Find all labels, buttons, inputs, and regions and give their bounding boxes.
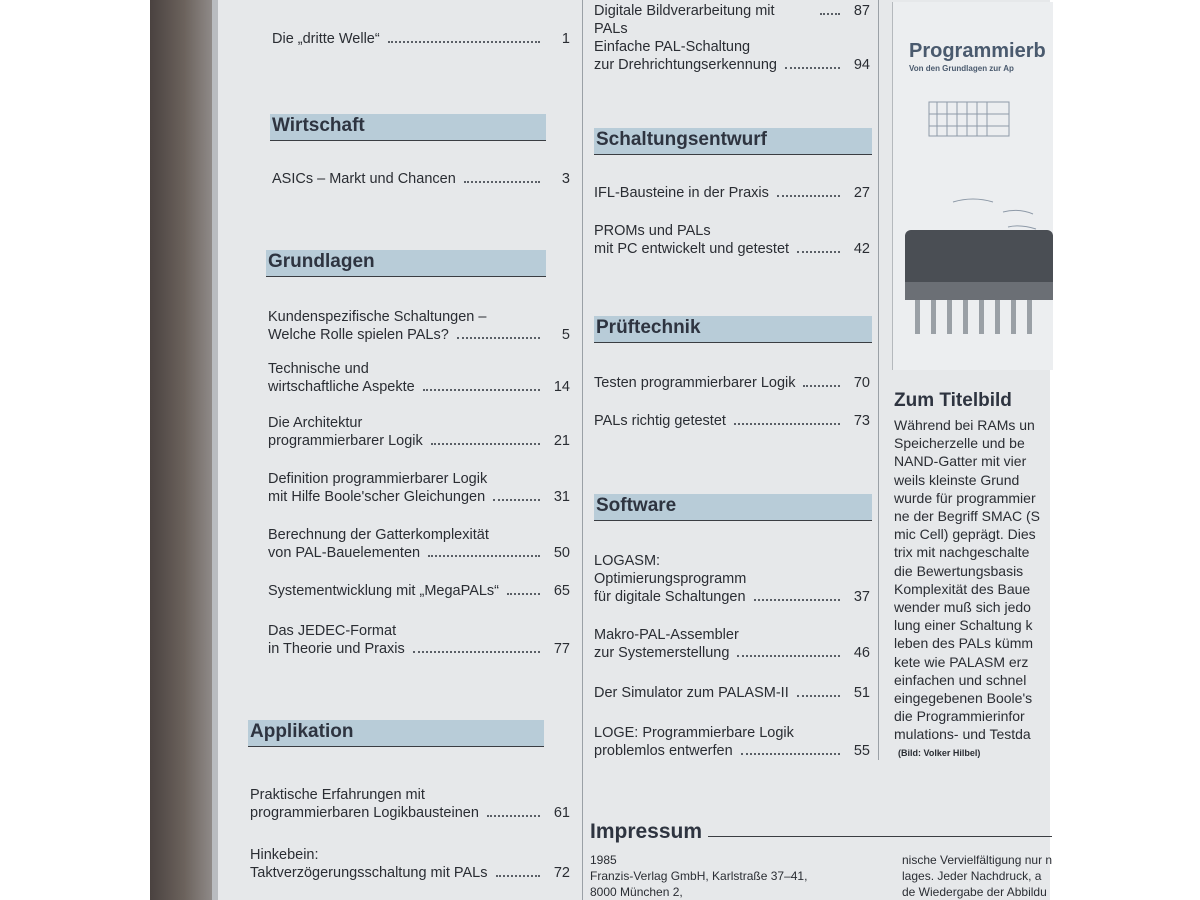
text-line: die Programmierinfor — [894, 708, 1025, 725]
toc-entry-last-line — [594, 240, 870, 258]
leader-dots — [431, 443, 540, 445]
toc-entry-title-line: LOGE: Programmierbare Logik — [594, 725, 794, 741]
text-line: kete wie PALASM erz — [894, 653, 1029, 670]
text-line: mulations- und Testda — [894, 726, 1031, 743]
cover-image-title: Programmierb — [909, 40, 1046, 62]
toc-entry[interactable] — [594, 374, 870, 392]
toc-page-number: 50 — [553, 545, 570, 561]
section-heading-label: Schaltungsentwurf — [596, 129, 768, 150]
toc-entry-last-line — [594, 644, 870, 662]
toc-entry-title-line: wirtschaftliche Aspekte — [268, 379, 415, 395]
toc-entry-title-line: in Theorie und Praxis — [268, 641, 405, 657]
toc-entry-last-line — [268, 378, 570, 396]
toc-page-number: 94 — [853, 57, 870, 73]
toc-page-number: 1 — [561, 31, 570, 47]
toc-entry-title-line: Welche Rolle spielen PALs? — [268, 327, 449, 343]
leader-dots — [493, 499, 540, 501]
toc-page-number: 27 — [853, 185, 870, 201]
toc-entry[interactable] — [594, 724, 870, 760]
impressum-rule — [708, 836, 1052, 837]
toc-entry-title-line: zur Drehrichtungserkennung — [594, 57, 777, 73]
toc-entry-title-line: problemlos entwerfen — [594, 743, 733, 759]
text-line: mic Cell) geprägt. Dies — [894, 526, 1036, 543]
toc-page-number: 73 — [853, 413, 870, 429]
toc-entry-last-line — [250, 864, 570, 882]
text-line: lung einer Schaltung k — [894, 617, 1033, 634]
toc-entry-last-line — [594, 412, 870, 430]
toc-entry-last-line — [594, 56, 870, 74]
text-line: 8000 München 2, — [590, 885, 683, 899]
text-line: wurde für programmier — [894, 489, 1036, 506]
toc-page-number: 31 — [553, 489, 570, 505]
leader-dots — [737, 655, 840, 657]
toc-entry-title-line: Definition programmierbarer Logik — [268, 471, 488, 487]
toc-entry-last-line — [594, 2, 870, 38]
toc-entry-title-line: von PAL-Bauelementen — [268, 545, 421, 561]
toc-entry-last-line — [268, 326, 570, 344]
toc-page-number: 5 — [561, 327, 570, 343]
leader-dots — [797, 251, 840, 253]
toc-entry-last-line — [268, 582, 570, 600]
toc-entry[interactable] — [594, 222, 870, 258]
leader-dots — [457, 337, 540, 339]
leader-dots — [428, 555, 540, 557]
impressum-copyright — [902, 852, 1052, 900]
text-line: Während bei RAMs un — [894, 417, 1035, 433]
toc-entry-last-line — [594, 184, 870, 202]
impressum-address — [590, 852, 807, 900]
cover-image-subtitle: Von den Grundlagen zur Ap — [909, 64, 1014, 73]
toc-entry[interactable] — [268, 308, 570, 344]
toc-entry[interactable] — [594, 412, 870, 430]
cover-image — [892, 2, 1053, 370]
section-heading-label: Applikation — [250, 721, 354, 742]
toc-entry[interactable] — [272, 170, 570, 188]
leader-dots — [741, 753, 840, 755]
leader-dots — [423, 389, 540, 391]
toc-page-number: 46 — [853, 645, 870, 661]
column-divider-2 — [878, 0, 879, 760]
toc-entry-last-line — [594, 684, 870, 702]
text-line: NAND-Gatter mit vier — [894, 453, 1027, 470]
leader-dots — [777, 195, 840, 197]
toc-entry-last-line — [268, 488, 570, 506]
section-heading — [248, 720, 544, 747]
toc-entry-title-line: Testen programmierbarer Logik — [594, 375, 796, 391]
text-line: ne der Begriff SMAC (S — [894, 508, 1041, 525]
leader-dots — [803, 385, 840, 387]
toc-page-number: 72 — [553, 865, 570, 881]
section-heading — [270, 114, 546, 141]
text-line: Komplexität des Baue — [894, 580, 1031, 597]
toc-entry-title-line: Das JEDEC-Format — [268, 623, 397, 639]
text-line: 1985 — [590, 853, 617, 867]
toc-page-number: 3 — [561, 171, 570, 187]
toc-entry-title-line: IFL-Bausteine in der Praxis — [594, 185, 769, 201]
toc-entry[interactable] — [594, 552, 870, 606]
background-right — [1050, 0, 1200, 900]
toc-page-number: 37 — [853, 589, 870, 605]
titelbild-heading: Zum Titelbild — [894, 390, 1012, 411]
toc-entry-last-line — [594, 742, 870, 760]
toc-entry-last-line — [268, 544, 570, 562]
titelbild-text — [894, 416, 1052, 744]
toc-page-number: 87 — [853, 3, 870, 19]
toc-page-number: 65 — [553, 583, 570, 599]
toc-entry[interactable] — [268, 360, 570, 396]
toc-entry-title-line: Technische und — [268, 361, 369, 377]
toc-entry-title-line: Kundenspezifische Schaltungen – — [268, 309, 487, 325]
toc-entry-title-line: Praktische Erfahrungen mit — [250, 787, 425, 803]
toc-entry-title-line: mit PC entwickelt und getestet — [594, 241, 790, 257]
toc-entry[interactable] — [594, 2, 870, 38]
toc-entry-title-line: Berechnung der Gatterkomplexität — [268, 527, 489, 543]
section-heading — [266, 250, 546, 277]
toc-page-number: 55 — [853, 743, 870, 759]
text-line: Speicherzelle und be — [894, 435, 1025, 452]
toc-entry[interactable] — [250, 846, 570, 882]
text-line: einfachen und schnel — [894, 671, 1027, 688]
section-heading-label: Software — [596, 495, 677, 516]
toc-entry-title-line: programmierbaren Logikbausteinen — [250, 805, 479, 821]
toc-page-number: 21 — [553, 433, 570, 449]
text-line: de Wiedergabe der Abbildu — [902, 885, 1047, 899]
toc-entry-title-line: Makro-PAL-Assembler — [594, 627, 739, 643]
leader-dots — [734, 423, 840, 425]
section-heading — [594, 128, 872, 155]
leader-dots — [785, 67, 840, 69]
toc-entry-last-line — [594, 374, 870, 392]
toc-entry[interactable] — [268, 582, 570, 600]
text-line: leben des PALs kümm — [894, 635, 1034, 652]
leader-dots — [820, 13, 840, 15]
toc-entry-last-line — [268, 432, 570, 450]
text-line: eingegebenen Boole's — [894, 690, 1033, 707]
section-heading-label: Grundlagen — [268, 251, 375, 272]
leader-dots — [413, 651, 540, 653]
toc-entry[interactable] — [250, 786, 570, 822]
toc-entry[interactable] — [594, 184, 870, 202]
toc-entry-last-line — [272, 30, 570, 48]
leader-dots — [754, 599, 840, 601]
toc-entry-title-line: Systementwicklung mit „MegaPALs“ — [268, 583, 500, 599]
image-credit: (Bild: Volker Hilbel) — [898, 748, 981, 758]
toc-entry-title-line: programmierbarer Logik — [268, 433, 423, 449]
magazine-page — [218, 0, 1050, 900]
text-line: die Bewertungsbasis — [894, 562, 1024, 579]
leader-dots — [464, 181, 540, 183]
toc-entry-title-line: ASICs – Markt und Chancen — [272, 171, 456, 187]
text-line: weils kleinste Grund — [894, 471, 1020, 488]
toc-entry[interactable] — [594, 684, 870, 702]
toc-page-number: 42 — [853, 241, 870, 257]
toc-entry-title-line: Digitale Bildverarbeitung mit PALs — [594, 3, 775, 37]
toc-entry-last-line — [250, 804, 570, 822]
background-binding — [150, 0, 212, 900]
section-heading — [594, 316, 872, 343]
text-line: lages. Jeder Nachdruck, a — [902, 869, 1042, 883]
toc-entry-title-line: PROMs und PALs — [594, 223, 711, 239]
leader-dots — [797, 695, 840, 697]
circuit-illustration — [893, 2, 1053, 372]
toc-entry-last-line — [272, 170, 570, 188]
toc-entry-title-line: zur Systemerstellung — [594, 645, 730, 661]
text-line: Franzis-Verlag GmbH, Karlstraße 37–41, — [590, 869, 808, 883]
column-divider-1 — [582, 0, 583, 900]
leader-dots — [507, 593, 540, 595]
toc-entry-title-line: LOGASM: — [594, 553, 661, 569]
toc-page-number: 14 — [553, 379, 570, 395]
toc-entry-title-line: Einfache PAL-Schaltung — [594, 39, 751, 55]
text-line: nische Vervielfältigung nur n — [902, 853, 1052, 867]
toc-entry[interactable] — [268, 526, 570, 562]
toc-page-number: 77 — [553, 641, 570, 657]
toc-entry-title-line: Taktverzögerungsschaltung mit PALs — [250, 865, 488, 881]
section-heading-label: Wirtschaft — [272, 115, 365, 136]
toc-entry[interactable] — [268, 414, 570, 450]
section-heading-label: Prüftechnik — [596, 317, 701, 338]
toc-entry[interactable] — [594, 38, 870, 74]
leader-dots — [388, 41, 540, 43]
impressum-heading: Impressum — [590, 820, 703, 843]
text-line: wender muß sich jedo — [894, 599, 1031, 616]
toc-entry-title-line: Der Simulator zum PALASM-II — [594, 685, 789, 701]
toc-entry-title-line: für digitale Schaltungen — [594, 589, 746, 605]
toc-entry[interactable] — [268, 622, 570, 658]
toc-entry-title-line: Die Architektur — [268, 415, 363, 431]
toc-page-number: 61 — [553, 805, 570, 821]
toc-entry-title-line: Die „dritte Welle“ — [272, 31, 380, 47]
background-left — [0, 0, 150, 900]
toc-entry-title-line: Hinkebein: — [250, 847, 319, 863]
toc-entry[interactable] — [594, 626, 870, 662]
toc-entry-title-line: PALs richtig getestet — [594, 413, 726, 429]
toc-entry-last-line — [594, 588, 870, 606]
text-line: trix mit nachgeschalte — [894, 544, 1030, 561]
toc-entry[interactable] — [268, 470, 570, 506]
toc-entry-last-line — [268, 640, 570, 658]
toc-page-number: 70 — [853, 375, 870, 391]
toc-entry-title-line: mit Hilfe Boole'scher Gleichungen — [268, 489, 486, 505]
section-heading — [594, 494, 872, 521]
leader-dots — [496, 875, 541, 877]
toc-entry-title-line: Optimierungsprogramm — [594, 571, 747, 587]
toc-page-number: 51 — [853, 685, 870, 701]
leader-dots — [487, 815, 540, 817]
toc-entry[interactable] — [272, 30, 570, 48]
